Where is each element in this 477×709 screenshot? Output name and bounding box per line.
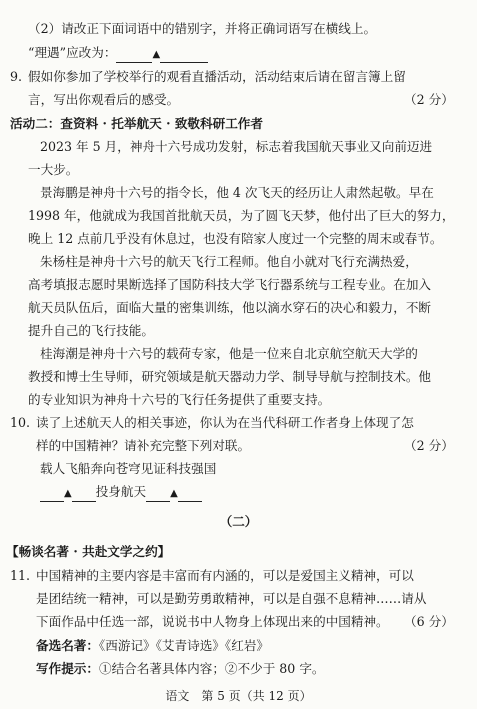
- activity2-p1-line2: 一大步。: [28, 162, 79, 177]
- q10-line2: 样的中国精神？请补充完整下列对联。: [36, 438, 251, 453]
- q11-tips-label: 写作提示：: [36, 661, 99, 676]
- q10-couplet-lower: [40, 484, 202, 502]
- q10-couplet-upper: 载人飞船奔向苍穹见证科技强国: [40, 461, 217, 476]
- q8-part2-answer-line: [28, 45, 208, 63]
- activity2-p2-line2: 1998 年，他就成为我国首批航天员，为了圆飞天梦，他付出了巨大的努力，: [28, 208, 455, 223]
- q11-line1: 中国精神的主要内容是丰富而有内涵的，可以是爱国主义精神，可以: [36, 568, 414, 583]
- q11-tips: [36, 661, 325, 677]
- activity2-p4-line1: 桂海潮是神舟十六号的载荷专家，他是一位来自北京航空航天大学的: [40, 346, 418, 361]
- q9-score: （2 分）: [404, 92, 454, 107]
- activity2-p4-line3: 的专业知识为神舟十六号的飞行任务提供了重要支持。: [28, 392, 331, 407]
- q9-number: 9.: [10, 69, 23, 84]
- q9-line2: 言，写出你观看后的感受。: [28, 92, 180, 107]
- q10-number: 10.: [10, 415, 31, 430]
- q11-line2: 是团结统一精神，可以是勤劳勇敢精神，可以是自强不息精神……请从: [36, 591, 427, 606]
- q11-tips-text: ①结合名著具体内容；②不少于 80 字。: [98, 661, 325, 676]
- q11-options-label: 备选名著：: [36, 638, 99, 653]
- q11-options-list: 《西游记》《艾青诗选》《红岩》: [98, 638, 269, 653]
- answer-mark: ▲: [64, 488, 72, 499]
- q10-couplet-lower-middle: 投身航天: [95, 484, 147, 499]
- activity2-p2-line3: 晚上 12 点前几乎没有休息过，也没有陪家人度过一个完整的周末或春节。: [28, 231, 443, 246]
- answer-mark: ▲: [152, 49, 161, 60]
- q11-number: 11.: [10, 568, 31, 583]
- activity2-p1-line1: 2023 年 5 月，神舟十六号成功发射，标志着我国航天事业又向前迈进: [40, 139, 433, 154]
- activity2-p2-line1: 景海鹏是神舟十六号的指令长，他 4 次飞天的经历让人肃然起敬。早在: [40, 185, 434, 200]
- q8-part2-instruction: （2）请改正下面词语中的错别字，并将正确词语写在横线上。: [28, 21, 377, 36]
- q8-part2-prompt: “理遇”应改为：: [28, 45, 117, 60]
- q11-heading: 【畅谈名著 · 共赴文学之约】: [6, 544, 171, 559]
- q10-score: （2 分）: [404, 438, 454, 453]
- q11-score: （6 分）: [404, 614, 454, 629]
- section2-title: （二）: [219, 514, 258, 529]
- activity2-p3-line4: 提升自己的飞行技能。: [28, 323, 154, 338]
- q11-line3: 下面作品中任选一部，说说书中人物身上体现出来的中国精神。: [36, 614, 389, 629]
- activity2-p3-line2: 高考填报志愿时果断选择了国防科技大学飞行器系统与工程专业。在加入: [28, 277, 431, 292]
- activity2-p4-line2: 教授和博士生导师，研究领域是航天器动力学、制导导航与控制技术。他: [28, 369, 431, 384]
- activity2-p3-line1: 朱杨柱是神舟十六号的航天飞行工程师。他自小就对飞行充满热爱，: [40, 254, 418, 269]
- answer-mark: ▲: [170, 488, 178, 499]
- activity2-title: 活动二：查资料 · 托举航天 · 致敬科研工作者: [10, 116, 263, 131]
- q9-line1: 假如你参加了学校举行的观看直播活动，活动结束后请在留言簿上留: [28, 69, 406, 84]
- q11-options: [36, 638, 269, 654]
- activity2-p3-line3: 航天员队伍后，面临大量的密集训练，他以滴水穿石的决心和毅力，不断: [28, 300, 431, 315]
- page-footer: 语文 第 5 页（共 12 页）: [165, 689, 312, 703]
- q10-line1: 读了上述航天人的相关事迹，你认为在当代科研工作者身上体现了怎: [36, 415, 414, 430]
